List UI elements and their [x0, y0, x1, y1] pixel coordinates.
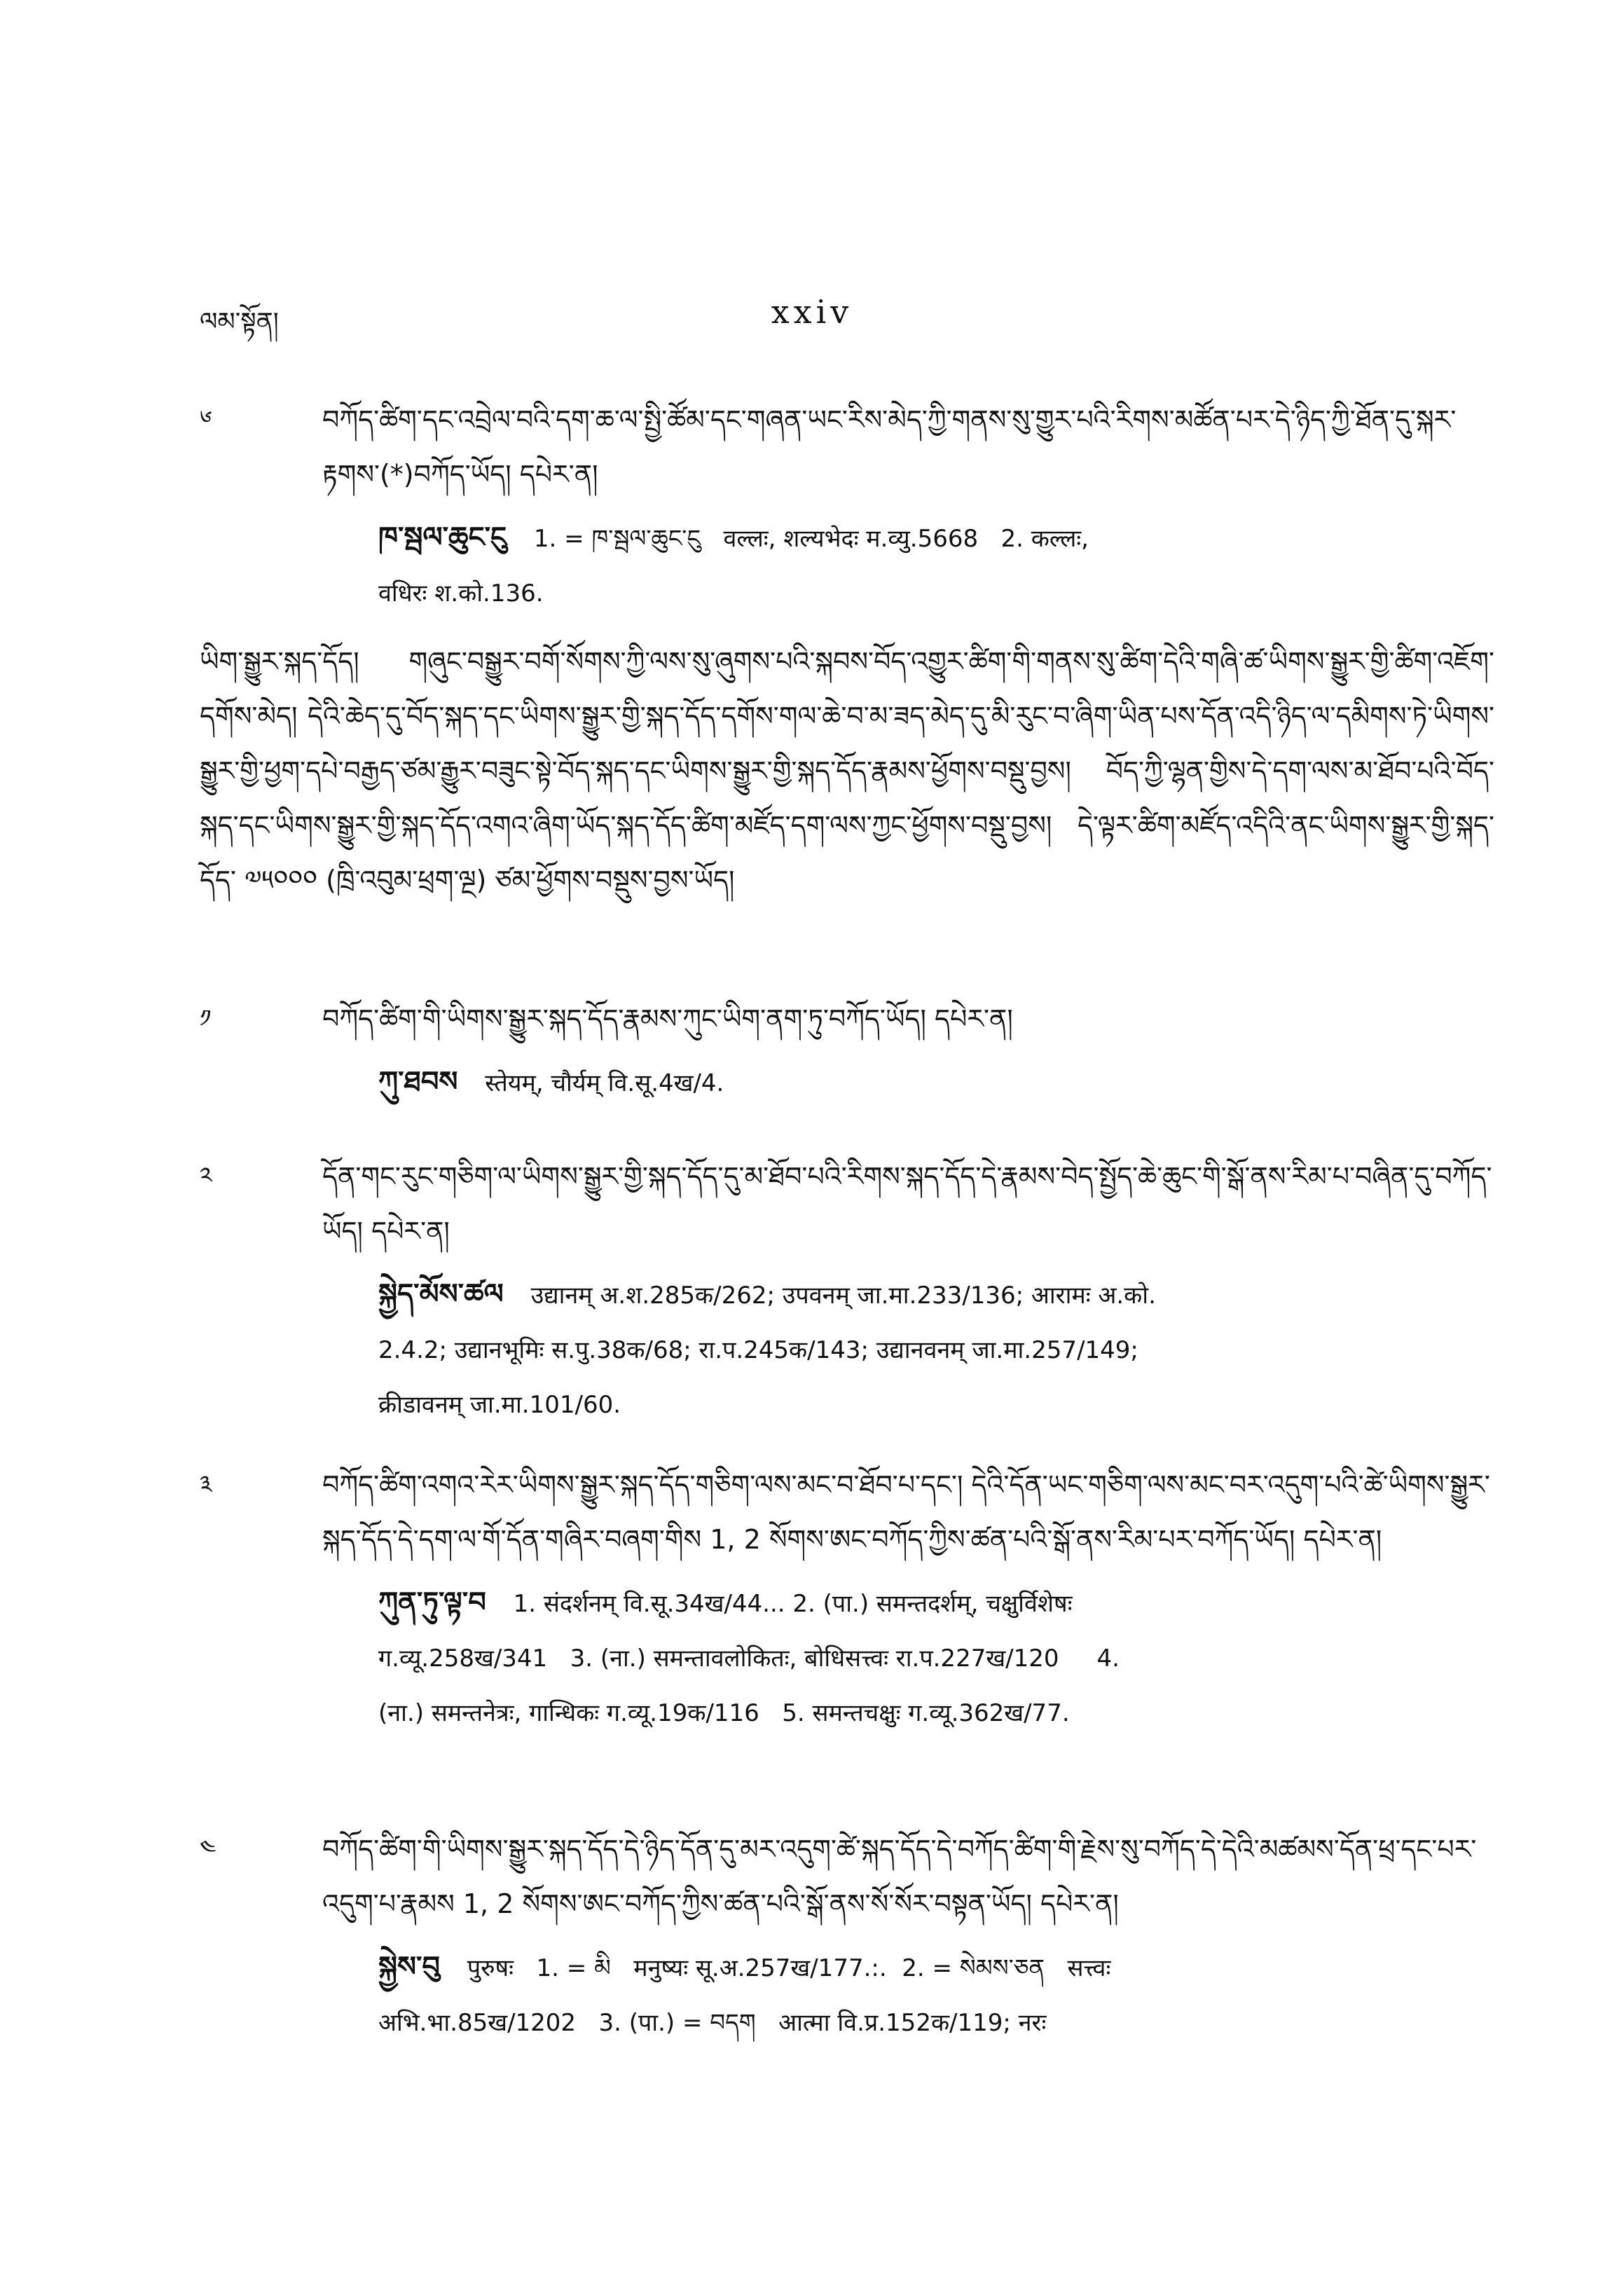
intro-paragraph: ཡིག་སྒྱུར་སྐད་དོད། གཞུང་བསྒྱུར་བགོ་སོགས་ཀྱི་ལས་སུ་ཞུགས་པའི་སྐབས་བོད་འགྱུར་ཚིག་གི་གནས་སུ་ཚིག་དེའི་གཞི་ཚ་ཡིགས་སྒྱུར་གྱི་ཚིག་འཇོག་དགོས་མེད། དེའི་ཆེད་དུ་བོད་སྐད་དང་ཡིགས་སྒྱུར་གྱི་སྐད་དོད་དགོས་གལ་ཆེ་བ་མ་ཟད་མེད་དུ་མི་རུང་བ་ཞིག་ཡིན་པས་དོན་འདི་ཉིད་ལ་དམིགས་ཏེ་ཡིགས་སྒྱུར་གྱི་ཕྱག་དཔེ་བརྒྱད་ཙམ་རྒྱུར་བཟུང་སྟེ་བོད་སྐད་དང་ཡིགས་སྒྱུར་གྱི་སྐད་དོད་རྣམས་ཕྱོགས་བསྡུ་བྱས། བོད་ཀྱི་ལྷན་གྱིས་དེ་དག་ལས་མ་ཐོབ་པའི་བོད་སྐད་དང་ཡིགས་སྒྱུར་གྱི་སྐད་དོད་འགའ་ཞིག་ཡོད་སྐད་དོད་ཚིག་མཛོད་དག་ལས་ཀྱང་ཕྱོགས་བསྡུ་བྱས། དེ་ལྟར་ཚིག་མཛོད་འདིའི་ནང་ཡིགས་སྒྱུར་གྱི་སྐད་དོད་ ༧༥༠༠༠ (ཁྲི་འབུམ་ཕྲག་ལྔ) ཙམ་ཕྱོགས་བསྡུས་བྱས་ཡོད།	[200, 646, 1494, 895]
example-block	[200, 1822, 1494, 2050]
example-block	[200, 991, 1494, 1111]
entry-headword: ཁ་སྦལ་ཆུང་ངུ	[378, 521, 507, 554]
dictionary-entry	[378, 1940, 1494, 2050]
dictionary-entry	[378, 1575, 1494, 1741]
example-number: ༦	[200, 406, 212, 434]
example-number: ༡	[200, 1005, 212, 1033]
entry-headword: སྐྱེས་བུ	[378, 1951, 441, 1983]
example-text: བཀོད་ཚིག་དང་འབྲེལ་བའི་དག་ཆ་ལ་སྤྱི་ཚོམ་དང་གཞན་ཡང་རིས་མེད་ཀྱི་གནས་སུ་གྱུར་པའི་རིགས་མཚོན་པར་དེ་ཉིད་ཀྱི་ཐོན་དུ་སྐར་རྟགས་(*)བཀོད་ཡོད། དཔེར་ན།	[322, 404, 1457, 490]
dictionary-entry	[378, 510, 1494, 621]
example-text: བཀོད་ཚིག་གི་ཡིགས་སྒྱུར་སྐད་དོད་དེ་ཉིད་དོན་དུ་མར་འདུག་ཚེ་སྐད་དོད་དེ་བཀོད་ཚིག་གི་རྗེས་སུ་བཀོད་དེ་དེའི་མཚམས་དོན་ཕྲ་དང་པར་འདུག་པ་རྣམས 1, 2 སོགས་ཨང་བཀོད་ཀྱིས་ཚན་པའི་སྒོ་ནས་སོ་སོར་བསྟན་ཡོད། དཔེར་ན།	[322, 1834, 1477, 1919]
dictionary-entry	[378, 1055, 1494, 1111]
entry-headword: ཀུ་ཐབས	[378, 1066, 458, 1098]
entry-headword: སྐྱེད་མོས་ཚལ	[378, 1278, 504, 1310]
example-text: བཀོད་ཚིག་གི་ཡིགས་སྒྱུར་སྐད་དོད་རྣམས་ཀུང་ཡིག་ནག་ཏུ་བཀོད་ཡོད། དཔེར་ན།	[322, 1003, 1013, 1034]
example-text: བཀོད་ཚིག་འགའ་རེར་ཡིགས་སྒྱུར་སྐད་དོད་གཅིག་ལས་མང་བ་ཐོབ་པ་དང་། དེའི་དོན་ཡང་གཅིག་ལས་མང་བར་འདུག་པའི་ཚེ་ཡིགས་སྒྱུར་སྐད་དོད་དེ་དག་ལ་གོ་དོན་གཞིར་བཞག་གིས 1, 2 སོགས་ཨང་བཀོད་ཀྱིས་ཚན་པའི་སྒོ་ནས་རིམ་པར་བཀོད་ཡོད། དཔེར་ན།	[322, 1469, 1490, 1555]
example-number: ༣	[200, 1471, 212, 1499]
header-left: ལམ་སྟོན།	[200, 308, 279, 336]
entry-body: 1. = ཁ་སྦལ་ཆུང་ངུ वल्लः, शल्यभेदः म.व्यु.5668 2. कल्लः, वधिरः श.को.136.	[378, 525, 1089, 608]
example-block	[200, 1457, 1494, 1741]
entry-headword: ཀུན་ཏུ་ལྟ་བ	[378, 1586, 486, 1619]
entry-body: पुरुषः 1. = མི मनुष्यः सू.अ.257ख/177.:. 2. = སེམས་ཅན सत्त्वः अभि.भा.85ख/1202 3. (पा.) = བདག आत्मा वि.प्र.152क/119; नरः	[378, 1954, 1111, 2037]
example-block	[200, 392, 1494, 621]
entry-body: 1. संदर्शनम् वि.सू.34ख/44... 2. (पा.) समन्तदर्शम्, चक्षुर्विशेषः ग.व्यू.258ख/341 3. (ना.) समन्तावलोकितः, बोधिसत्त्वः रा.प.227ख/120 4. (ना.) समन्तनेत्रः, गान्धिकः ग.व्यू.19क/116 5. समन्तचक्षुः ग.व्यू.362ख/77.	[378, 1590, 1120, 1727]
example-number: ༢	[200, 1162, 212, 1190]
example-block	[200, 1149, 1494, 1432]
example-number: ༤	[200, 1835, 216, 1863]
dictionary-entry	[378, 1267, 1494, 1432]
entry-body: स्तेयम्, चौर्यम् वि.सू.4ख/4.	[485, 1069, 724, 1097]
page-number: xxiv	[771, 293, 853, 331]
entry-body: उद्यानम् अ.श.285क/262; उपवनम् जा.मा.233/136; आरामः अ.को. 2.4.2; उद्यानभूमिः स.पु.38क/68; रा.प.245क/143; उद्यानवनम् जा.मा.257/149; क्रीडावनम् जा.मा.101/60.	[378, 1282, 1156, 1419]
example-text: དོན་གང་རུང་གཅིག་ལ་ཡིགས་སྒྱུར་གྱི་སྐད་དོད་དུ་མ་ཐོབ་པའི་རིགས་སྐད་དོད་དེ་རྣམས་བེད་སྤྱོད་ཆེ་ཆུང་གི་སྒོ་ནས་རིམ་པ་བཞིན་དུ་བཀོད་ཡོད། དཔེར་ན།	[322, 1161, 1492, 1247]
